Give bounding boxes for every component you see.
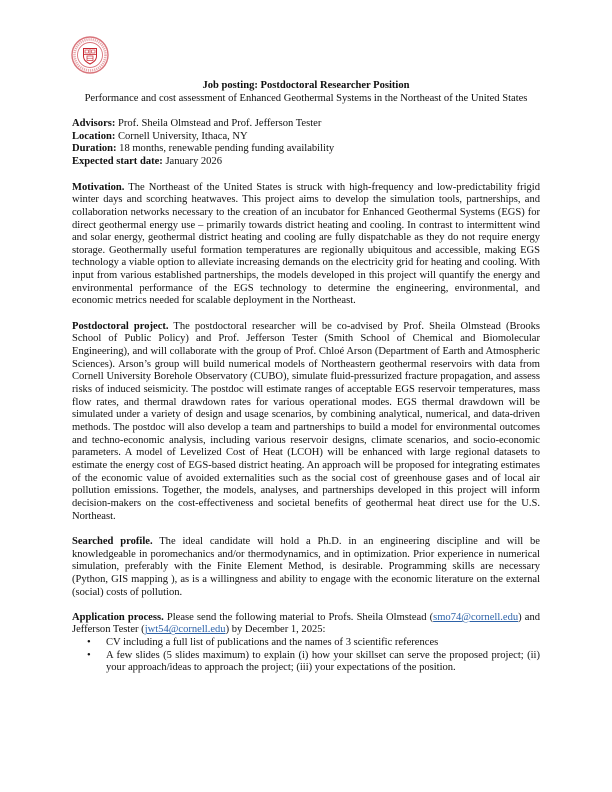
location-value: Cornell University, Ithaca, NY xyxy=(115,130,248,142)
application-section xyxy=(72,612,540,637)
application-materials-list xyxy=(72,637,540,675)
advisors-value: Prof. Sheila Olmstead and Prof. Jefferson Tester xyxy=(115,117,322,129)
page-title: Job posting: Postdoctoral Researcher Position xyxy=(202,80,410,91)
location-label: Location: xyxy=(72,130,116,142)
start-date-label: Expected start date: xyxy=(72,155,163,167)
project-heading: Postdoctoral project. xyxy=(72,320,169,332)
advisors-line xyxy=(72,118,540,131)
application-text-2: ) and Jefferson Tester ( xyxy=(72,611,540,636)
motivation-section xyxy=(72,182,540,309)
profile-heading: Searched profile. xyxy=(72,535,153,547)
duration-value: 18 months, renewable pending funding availability xyxy=(116,143,335,155)
document-body xyxy=(72,80,540,675)
advisors-label: Advisors: xyxy=(72,117,116,129)
project-text: The postdoctoral researcher will be co-advised by Prof. Sheila Olmstead (Brooks School of Public Policy) and Prof. Jefferson Tester (Smith School of Chemical and Biomolecular Engineering), and will collaborate with the group of Prof. Chloé Arson (Department of Earth and Atmospheric Sciences). Arson’s group will build numerical models of Northeastern geothermal reservoirs with data from Cornell University Borehole Observatory (CUBO), simulate fluid-pressurized fracture propagation, and assess risks of induced seismicity. The postdoc will estimate ranges of acceptable EGS reservoir temperatures, mass flow rates, and thermal drawdown rates for various operational modes. EGS thermal drawdown will be simulated under a variety of design and usage scenarios, by combining analytical, numerical, and data-driven methods. The postdoc will also develop a team and partnerships to build a model for environmental outcomes and techno-economic analysis, including various reservoir designs, climate scenarios, and socio-economic parameters. A model of Levelized Cost of Heat (LCOH) will be enhanced with large regional datasets to estimate the energy cost of EGS-based district heating. An approach will be proposed for integrating estimates of the economic value of avoided externalities such as the social cost of greenhouse gases and of local air pollution emissions. Together, the models, analyses, and partnerships developed in this project will inform decision-makers on the cost-effectiveness and societal benefits of geothermal heat direct use for the U.S. Northeast. xyxy=(72,320,540,522)
start-date-line xyxy=(72,156,540,169)
position-details xyxy=(72,118,540,169)
list-item: • CV including a full list of publications and the names of 3 scientific references xyxy=(106,637,540,650)
duration-line xyxy=(72,143,540,156)
application-text-1: Please send the following material to Profs. Sheila Olmstead ( xyxy=(163,611,434,623)
page-subtitle: Performance and cost assessment of Enhanced Geothermal Systems in the Northeast of the United States xyxy=(84,92,528,104)
profile-section xyxy=(72,536,540,599)
motivation-heading: Motivation. xyxy=(72,181,125,193)
application-heading: Application process. xyxy=(72,611,164,623)
location-line xyxy=(72,131,540,144)
email-link-tester[interactable]: jwt54@cornell.edu xyxy=(144,624,226,636)
cornell-seal-icon xyxy=(71,36,109,74)
motivation-text: The Northeast of the United States is struck with high-frequency and low-predictability frigid winter days and scorching heatwaves. This project aims to develop the simulation tools, partnerships, and collaboration networks necessary to the creation of an incubator for Enhanced Geothermal Systems (EGS) for direct geothermal energy use – primarily towards district heating and cooling. In contrast to intermittent wind and solar energy, geothermal district heating and cooling are fully dispatchable as they do not require energy storage. Geothermally useful formation temperatures are regionally ubiquitous and accessible, making EGS technology a viable option to alleviate increasing demands on the electricity grid for heating and cooling. With input from various established partnerships, the models developed in this project will quantify the energy and environmental performance of the EGS technology to determine the engineering, environmental, and economic metrics needed for scalable deployment in the Northeast. xyxy=(72,181,540,307)
application-text-3: ) by December 1, 2025: xyxy=(225,624,326,636)
profile-text: The ideal candidate will hold a Ph.D. in an engineering discipline and will be knowledgeable in poromechanics and/or thermodynamics, and in optimization. Prior experience in numerical simulation, preferably with the Finite Element Method, is desirable. Programming skills are necessary (Python, GIS mapping ), as is a willingness and ability to engage with the economic literature on the external (social) costs of pollution. xyxy=(72,535,540,598)
project-section xyxy=(72,321,540,524)
duration-label: Duration: xyxy=(72,143,117,155)
list-item: • A few slides (5 slides maximum) to explain (i) how your skillset can serve the proposed project; (ii) your approach/ideas to approach the project; (iii) your expectations of the position. xyxy=(106,650,540,675)
start-date-value: January 2026 xyxy=(162,155,222,167)
email-link-olmstead[interactable]: smo74@cornell.edu xyxy=(433,611,519,623)
